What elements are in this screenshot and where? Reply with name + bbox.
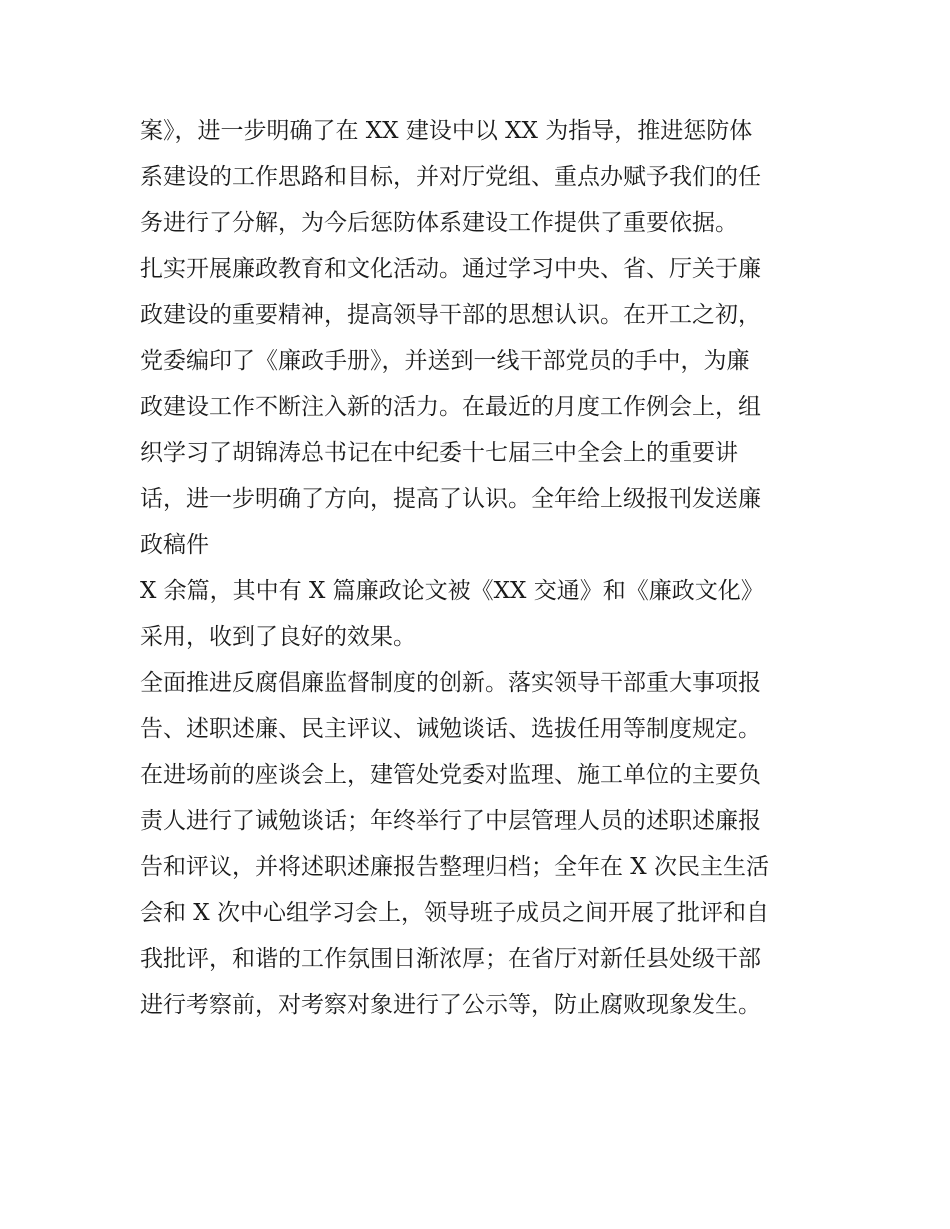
text-line: 系建设的工作思路和目标，并对厅党组、重点办赋予我们的任 xyxy=(140,164,761,190)
text-line: 在进场前的座谈会上，建管处党委对监理、施工单位的主要负 xyxy=(140,762,761,788)
text-line: 话，进一步明确了方向，提高了认识。全年给上级报刊发送廉 xyxy=(140,486,761,512)
text-line: 织学习了胡锦涛总书记在中纪委十七届三中全会上的重要讲 xyxy=(140,440,738,466)
text-line: 政建设工作不断注入新的活力。在最近的月度工作例会上，组 xyxy=(140,394,761,420)
text-line: 告和评议，并将述职述廉报告整理归档；全年在 X 次民主生活 xyxy=(140,854,769,880)
text-line: 进行考察前，对考察对象进行了公示等，防止腐败现象发生。 xyxy=(140,992,761,1018)
text-line: 我批评，和谐的工作氛围日渐浓厚；在省厅对新任县处级干部 xyxy=(140,946,761,972)
text-line: X 余篇，其中有 X 篇廉政论文被《XX 交通》和《廉政文化》 xyxy=(140,578,764,604)
text-line: 采用，收到了良好的效果。 xyxy=(140,624,416,650)
text-line: 全面推进反腐倡廉监督制度的创新。落实领导干部重大事项报 xyxy=(140,670,761,696)
text-line: 政建设的重要精神，提高领导干部的思想认识。在开工之初， xyxy=(140,302,761,328)
text-line: 责人进行了诫勉谈话；年终举行了中层管理人员的述职述廉报 xyxy=(140,808,761,834)
text-line: 扎实开展廉政教育和文化活动。通过学习中央、省、厅关于廉 xyxy=(140,256,761,282)
text-line: 会和 X 次中心组学习会上，领导班子成员之间开展了批评和自 xyxy=(140,900,769,926)
body-text xyxy=(140,108,820,1028)
text-line: 务进行了分解，为今后惩防体系建设工作提供了重要依据。 xyxy=(140,210,738,236)
text-line: 案》，进一步明确了在 XX 建设中以 XX 为指导，推进惩防体 xyxy=(140,118,753,144)
text-line: 政稿件 xyxy=(140,532,209,558)
text-line: 党委编印了《廉政手册》，并送到一线干部党员的手中，为廉 xyxy=(140,348,750,374)
text-line: 告、述职述廉、民主评议、诫勉谈话、选拔任用等制度规定。 xyxy=(140,716,761,742)
